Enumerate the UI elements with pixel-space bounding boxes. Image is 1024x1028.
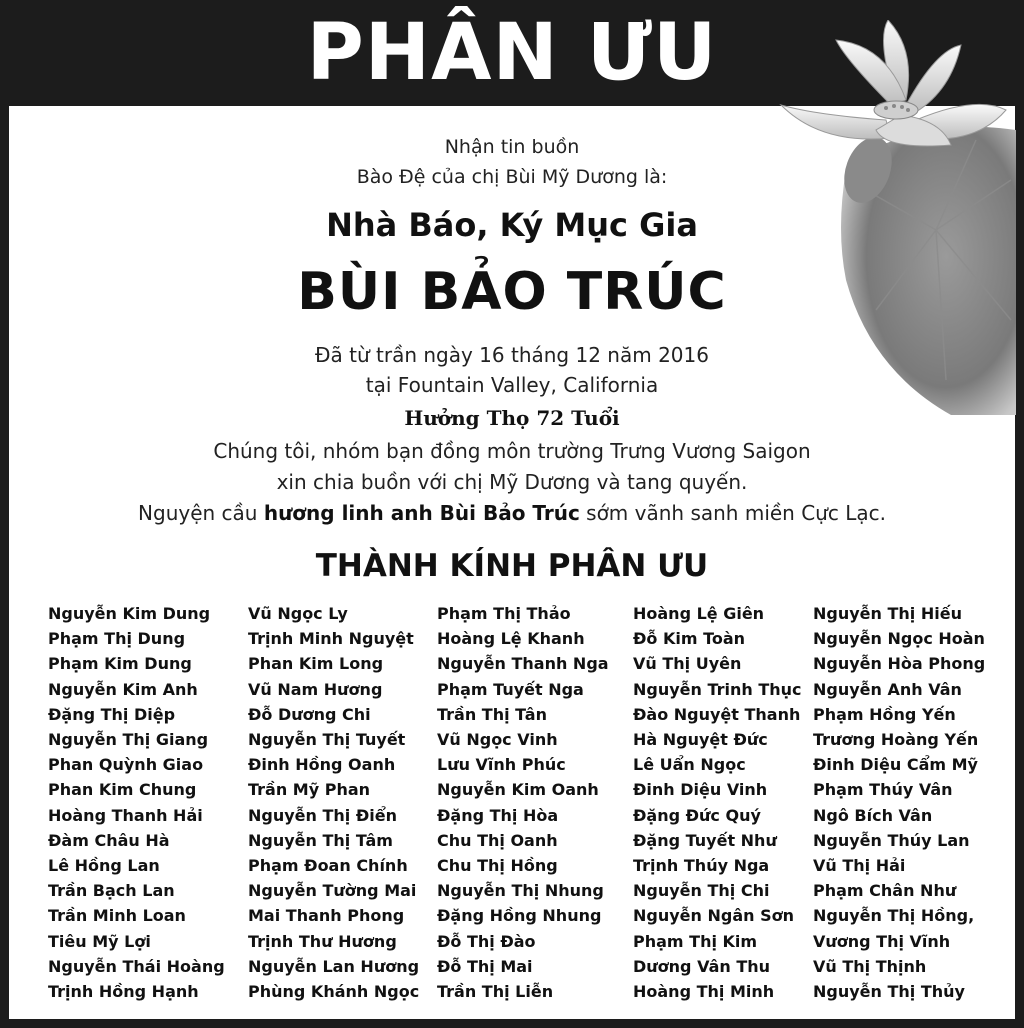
names-column-3 <box>437 601 609 1004</box>
name-item: Nguyễn Thanh Nga <box>437 654 609 674</box>
age-line: Hưởng Thọ 72 Tuổi <box>404 406 620 430</box>
message-line-1: Chúng tôi, nhóm bạn đồng môn trường Trưng Vương Saigon <box>213 439 811 463</box>
name-item: Nguyễn Kim Anh <box>48 679 198 699</box>
name-item: Vũ Thị Thịnh <box>813 956 927 976</box>
name-item: Nguyễn Kim Dung <box>48 604 211 623</box>
name-item: Mai Thanh Phong <box>248 906 405 926</box>
name-item: Phạm Đoan Chính <box>248 856 408 876</box>
name-item: Phan Quỳnh Giao <box>48 755 204 775</box>
name-item: Nguyễn Hòa Phong <box>813 654 986 674</box>
name-item: Phạm Kim Dung <box>48 654 192 674</box>
intro-line-2: Bào Đệ của chị Bùi Mỹ Dương là: <box>356 166 668 188</box>
name-item: Dương Vân Thu <box>633 956 771 976</box>
name-item: Đinh Hồng Oanh <box>248 755 396 775</box>
name-item: Ngô Bích Vân <box>813 805 933 825</box>
name-item: Trịnh Thư Hương <box>248 931 397 951</box>
name-item: Nguyễn Thị Giang <box>48 730 209 750</box>
name-item: Trương Hoàng Yến <box>813 730 979 750</box>
name-item: Đỗ Kim Toàn <box>633 629 746 649</box>
name-item: Phan Kim Long <box>248 654 384 674</box>
names-column-2 <box>248 601 419 1004</box>
name-item: Vũ Nam Hương <box>248 679 383 699</box>
name-item: Trần Thị Liễn <box>437 982 554 1002</box>
banner-title: PHÂN ƯU <box>306 8 718 98</box>
name-item: Chu Thị Hồng <box>437 856 558 876</box>
name-item: Phạm Thị Kim <box>633 931 758 951</box>
name-item: Nguyễn Trinh Thục <box>633 679 802 699</box>
name-item: Trịnh Hồng Hạnh <box>48 982 199 1002</box>
place-of-death: tại Fountain Valley, California <box>365 373 659 397</box>
name-item: Đặng Thị Hòa <box>437 805 559 825</box>
name-item: Đàm Châu Hà <box>48 830 170 850</box>
name-item: Nguyễn Thị Hiếu <box>813 604 962 623</box>
message-line-2: xin chia buồn với chị Mỹ Dương và tang quyến. <box>276 470 748 494</box>
name-item: Nguyễn Thái Hoàng <box>48 956 225 976</box>
name-item: Đỗ Thị Mai <box>437 956 533 976</box>
name-item: Hà Nguyệt Đức <box>633 730 768 750</box>
name-item: Vũ Thị Hải <box>813 856 906 876</box>
name-item: Đặng Hồng Nhung <box>437 906 602 926</box>
name-item: Hoàng Lệ Giên <box>633 604 765 623</box>
name-item: Vũ Thị Uyên <box>633 654 742 674</box>
name-item: Nguyễn Thị Chi <box>633 881 770 901</box>
name-item: Đỗ Thị Đào <box>437 931 536 951</box>
name-item: Đinh Diệu Cẩm Mỹ <box>813 755 978 775</box>
name-item: Nguyễn Thị Hồng, <box>813 906 975 926</box>
name-item: Đinh Diệu Vinh <box>633 780 768 800</box>
name-item: Phùng Khánh Ngọc <box>248 982 420 1002</box>
message-line-3-prefix: Nguyện cầu <box>138 501 264 525</box>
message-line-3 <box>0 501 1024 525</box>
name-item: Phạm Thị Thảo <box>437 604 571 623</box>
intro-line-1: Nhận tin buồn <box>444 136 580 158</box>
names-column-4 <box>633 601 802 1004</box>
name-item: Đặng Tuyết Như <box>633 830 777 850</box>
name-item: Vương Thị Vĩnh <box>813 931 951 951</box>
name-item: Phạm Thúy Vân <box>813 780 953 800</box>
names-column-1 <box>48 601 225 1004</box>
name-item: Đặng Thị Diệp <box>48 704 176 724</box>
names-column-5 <box>813 601 985 1004</box>
name-item: Nguyễn Ngọc Hoàn <box>813 629 985 649</box>
name-item: Nguyễn Tường Mai <box>248 881 417 901</box>
name-item: Phạm Hồng Yến <box>813 704 956 724</box>
name-item: Vũ Ngọc Ly <box>248 604 348 623</box>
name-item: Nguyễn Thị Nhung <box>437 881 604 901</box>
deceased-name: BÙI BẢO TRÚC <box>297 262 727 322</box>
name-item: Trịnh Minh Nguyệt <box>248 629 414 649</box>
name-item: Lê Hồng Lan <box>48 856 160 876</box>
name-item: Nguyễn Kim Oanh <box>437 780 599 800</box>
name-item: Trịnh Thúy Nga <box>633 856 770 876</box>
name-item: Nguyễn Thị Thủy <box>813 982 965 1002</box>
name-item: Nguyễn Ngân Sơn <box>633 906 794 926</box>
name-item: Đào Nguyệt Thanh <box>633 704 801 724</box>
name-item: Phạm Tuyết Nga <box>437 679 584 699</box>
name-item: Nguyễn Thị Điển <box>248 805 397 825</box>
name-item: Đặng Đức Quý <box>633 805 761 825</box>
name-item: Đỗ Dương Chi <box>248 704 371 724</box>
message-line-3-bold: hương linh anh Bùi Bảo Trúc <box>263 501 580 525</box>
name-item: Hoàng Thanh Hải <box>48 805 203 825</box>
name-item: Vũ Ngọc Vinh <box>437 730 558 750</box>
name-item: Phan Kim Chung <box>48 780 197 800</box>
name-item: Nguyễn Thị Tâm <box>248 830 393 850</box>
name-item: Lưu Vĩnh Phúc <box>437 755 566 775</box>
date-of-death: Đã từ trần ngày 16 tháng 12 năm 2016 <box>315 343 709 367</box>
name-item: Hoàng Lệ Khanh <box>437 629 585 649</box>
name-item: Nguyễn Lan Hương <box>248 956 420 976</box>
name-item: Phạm Thị Dung <box>48 629 186 649</box>
name-item: Nguyễn Thị Tuyết <box>248 730 406 750</box>
deceased-title: Nhà Báo, Ký Mục Gia <box>326 206 698 244</box>
name-item: Nguyễn Thúy Lan <box>813 830 970 850</box>
name-item: Trần Thị Tân <box>437 704 547 724</box>
name-item: Trần Mỹ Phan <box>248 780 371 800</box>
name-item: Tiêu Mỹ Lợi <box>48 931 151 951</box>
name-item: Lê Uẩn Ngọc <box>633 755 746 775</box>
message-line-3-suffix: sớm vãnh sanh miền Cực Lạc. <box>579 501 886 525</box>
name-item: Hoàng Thị Minh <box>633 982 775 1002</box>
section-title: THÀNH KÍNH PHÂN ƯU <box>315 548 709 584</box>
name-item: Trần Minh Loan <box>48 906 186 926</box>
name-item: Nguyễn Anh Vân <box>813 679 962 699</box>
name-item: Trần Bạch Lan <box>48 881 175 901</box>
name-item: Chu Thị Oanh <box>437 830 558 850</box>
name-item: Phạm Chân Như <box>813 881 957 901</box>
